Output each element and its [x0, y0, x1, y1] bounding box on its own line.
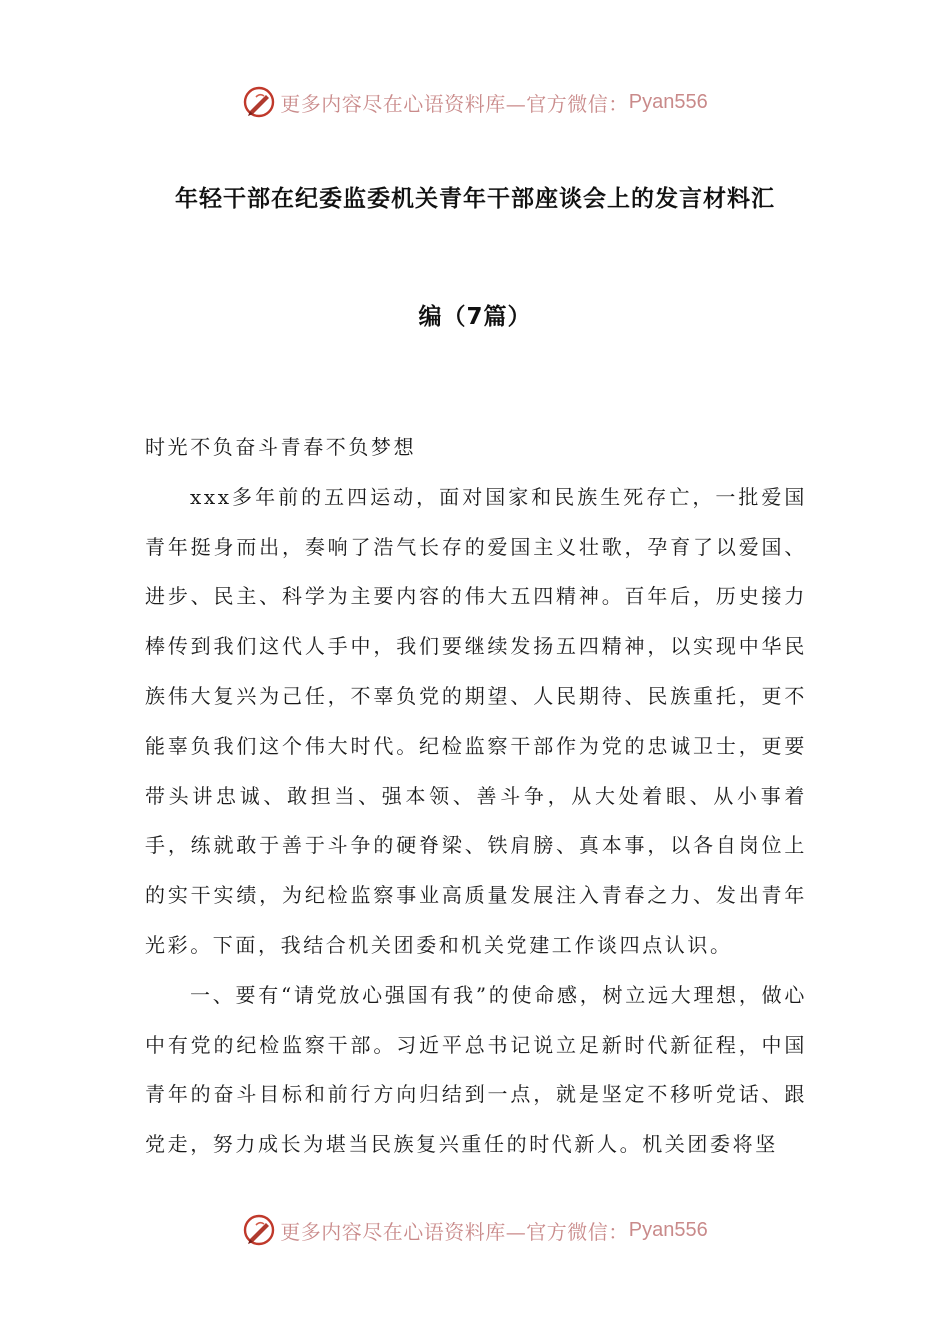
pen-logo-icon — [242, 85, 276, 119]
watermark-text: 更多内容尽在心语资料库—官方微信： — [280, 1219, 629, 1244]
section-subtitle: 时光不负奋斗青春不负梦想 — [145, 435, 417, 459]
watermark-wechat-id: Pyan556 — [628, 1218, 708, 1241]
document-title-line-2: 编（7篇） — [418, 304, 532, 330]
body-paragraph-2: 一、要有“请党放心强国有我”的使命感，树立远大理想，做心中有党的纪检监察干部。习近平总书记说立足新时代新征程，中国青年的奋斗目标和前行方向归结到一点，就是坚定不移听党话、跟党走，努力成长为堪当民族复兴重任的时代新人。机关团委将坚 — [145, 982, 807, 1157]
watermark-wechat-id: Pyan556 — [628, 90, 708, 113]
document-body — [145, 423, 807, 1170]
pen-logo-icon — [242, 1213, 276, 1247]
watermark-banner-bottom — [0, 1210, 950, 1250]
watermark-banner-top — [0, 82, 950, 122]
watermark-text: 更多内容尽在心语资料库—官方微信： — [280, 91, 629, 116]
body-paragraph-1: xxx多年前的五四运动，面对国家和民族生死存亡，一批爱国青年挺身而出，奏响了浩气长存的爱国主义壮歌，孕育了以爱国、进步、民主、科学为主要内容的伟大五四精神。百年后，历史接力棒传到我们这代人手中，我们要继续发扬五四精神，以实现中华民族伟大复兴为己任，不辜负党的期望、人民期待、民族重托，更不能辜负我们这个伟大时代。纪检监察干部作为党的忠诚卫士，更要带头讲忠诚、敢担当、强本领、善斗争，从大处着眼、从小事着手，练就敢于善于斗争的硬脊梁、铁肩膀、真本事，以各自岗位上的实干实绩，为纪检监察事业高质量发展注入青春之力、发出青年光彩。下面，我结合机关团委和机关党建工作谈四点认识。 — [145, 484, 807, 957]
document-title-line-1: 年轻干部在纪委监委机关青年干部座谈会上的发言材料汇 — [175, 186, 775, 212]
